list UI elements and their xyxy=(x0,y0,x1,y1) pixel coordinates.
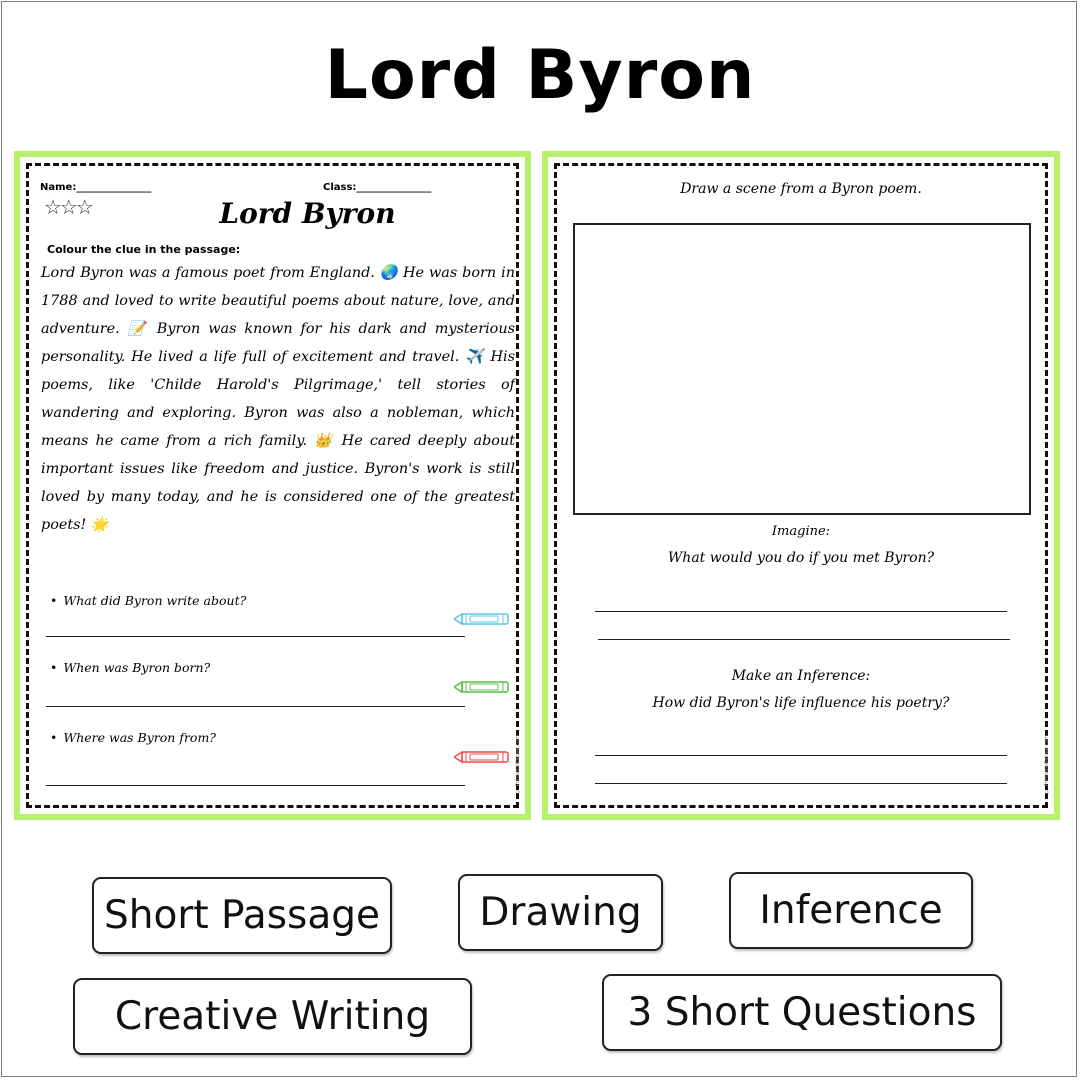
question-3-text: Where was Byron from? xyxy=(63,730,217,745)
draw-prompt: Draw a scene from a Byron poem. xyxy=(680,181,922,197)
main-title: Lord Byron xyxy=(324,36,756,115)
tag-inference: Inference xyxy=(729,872,973,949)
watermark: © PrintableBazaar.com xyxy=(515,735,521,794)
answer-line-3[interactable] xyxy=(46,785,465,786)
writing-line-inference-2[interactable] xyxy=(595,783,1007,784)
writing-line-imagine-1[interactable] xyxy=(595,611,1007,612)
crayon-red-icon xyxy=(454,749,514,765)
bullet: • xyxy=(50,660,58,675)
tag-short-passage: Short Passage xyxy=(92,877,392,954)
reading-passage: Lord Byron was a famous poet from England. 🌏 He was born in 1788 and loved to write beautiful poems about nature, love, and adventure. 📝 Byron was known for his dark and mysterious personality. He lived a life full of excitement and travel. ✈️ His poems, like 'Childe Harold's Pilgrimage,' tell stories of wandering and exploring. Byron was also a nobleman, which means he came from a rich family. 👑 He cared deeply about important issues like freedom and justice. Byron's work is still loved by many today, and he is considered one of the greatest poets! 🌟 xyxy=(41,265,515,533)
inference-question: How did Byron's life influence his poetry? xyxy=(652,695,950,711)
answer-line-2[interactable] xyxy=(46,706,465,707)
crayon-green-icon xyxy=(454,679,514,695)
question-2-text: When was Byron born? xyxy=(63,660,211,675)
crayon-blue-icon xyxy=(454,611,514,627)
inference-label: Make an Inference: xyxy=(731,668,871,684)
bullet: • xyxy=(50,593,58,608)
tag-drawing: Drawing xyxy=(458,874,663,951)
worksheet-page-passage xyxy=(14,151,531,820)
class-field-label: Class:_______________ xyxy=(323,182,432,193)
worksheet-page-activities xyxy=(542,151,1060,820)
imagine-label: Imagine: xyxy=(771,524,831,539)
drawing-box[interactable] xyxy=(573,223,1031,515)
answer-line-1[interactable] xyxy=(46,636,465,637)
tag-creative-writing: Creative Writing xyxy=(73,978,472,1055)
worksheet-title: Lord Byron xyxy=(219,197,396,230)
tag-3-short-questions: 3 Short Questions xyxy=(602,974,1002,1051)
question-1-text: What did Byron write about? xyxy=(63,593,247,608)
writing-line-imagine-2[interactable] xyxy=(598,639,1010,640)
name-field-label: Name:_______________ xyxy=(40,182,152,193)
question-3 xyxy=(50,730,216,745)
watermark: © PrintableBazaar.com xyxy=(1044,735,1050,794)
imagine-question: What would you do if you met Byron? xyxy=(667,550,935,566)
writing-line-inference-1[interactable] xyxy=(595,755,1007,756)
question-1 xyxy=(50,593,246,608)
instruction-text: Colour the clue in the passage: xyxy=(47,243,241,256)
rating-stars-icon: ☆☆☆ xyxy=(44,195,92,219)
question-2 xyxy=(50,660,210,675)
bullet: • xyxy=(50,730,58,745)
